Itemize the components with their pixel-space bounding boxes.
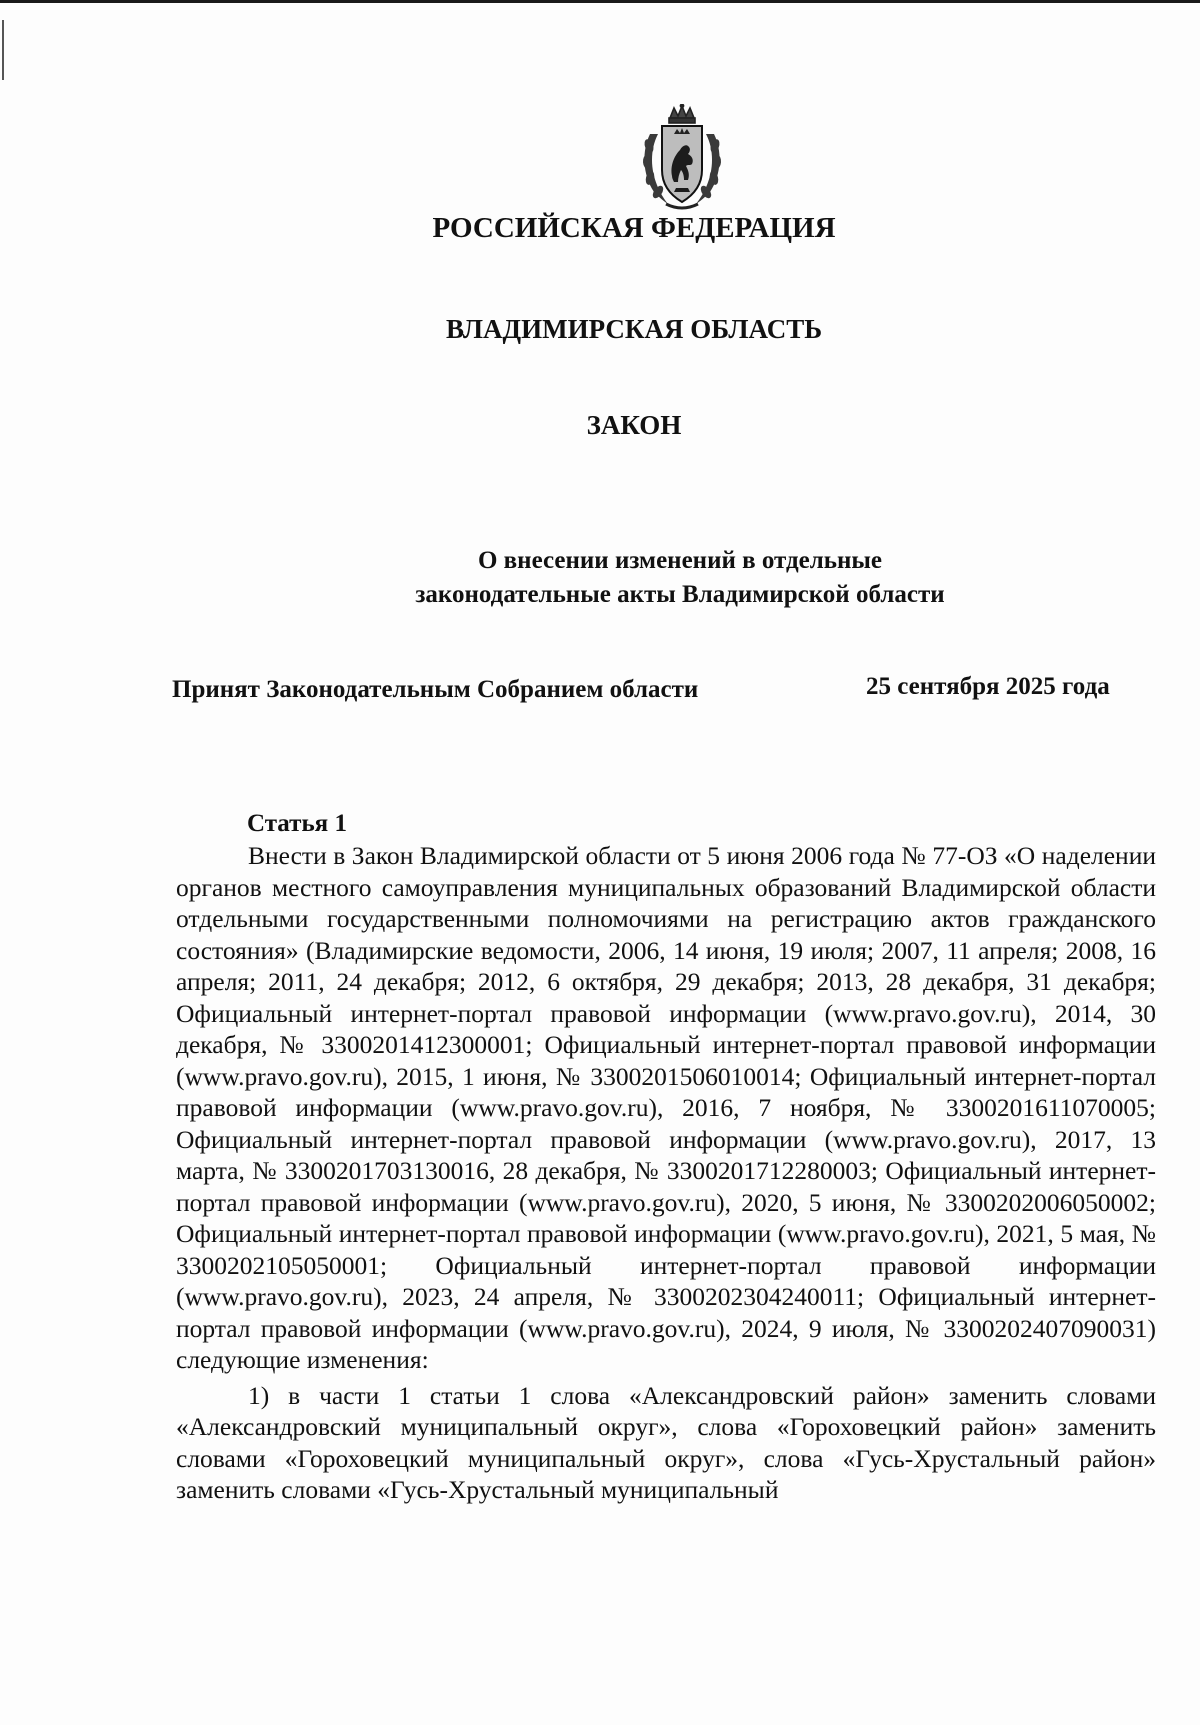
article-body [176, 840, 1156, 1510]
coat-of-arms-icon [636, 104, 728, 212]
country-heading: РОССИЙСКАЯ ФЕДЕРАЦИЯ [432, 212, 836, 244]
region-heading: ВЛАДИМИРСКАЯ ОБЛАСТЬ [445, 314, 823, 344]
adoption-date: 25 сентября 2025 года [866, 673, 1110, 700]
scan-edge-top [0, 0, 1200, 3]
article-title: Статья 1 [247, 810, 347, 837]
article-paragraph-1: Внести в Закон Владимирской области от 5 июня 2006 года № 77-ОЗ «О наделении органов местного самоуправления муниципальных образований Владимирской области отдельными государственными полномочиями на регистрацию актов гражданского состояния» (Владимирские ведомости, 2006, 14 июня, 19 июля; 2007, 11 апреля; 2008, 16 апреля; 2011, 24 декабря; 2012, 6 октября, 29 декабря; 2013, 28 декабря, 31 декабря; Официальный интернет-портал правовой информации (www.pravo.gov.ru), 2014, 30 декабря, № 3300201412300001; Официальный интернет-портал правовой информации (www.pravo.gov.ru), 2015, 1 июня, № 3300201506010014; Официальный интернет-портал правовой информации (www.pravo.gov.ru), 2016, 7 ноября, № 3300201611070005; Официальный интернет-портал правовой информации (www.pravo.gov.ru), 2017, 13 марта, № 3300201703130016, 28 декабря, № 3300201712280003; Официальный интернет-портал правовой информации (www.pravo.gov.ru), 2020, 5 июня, № 3300202006050002; Официальный интернет-портал правовой информации (www.pravo.gov.ru), 2021, 5 мая, № 3300202105050001; Официальный интернет-портал правовой информации (www.pravo.gov.ru), 2023, 24 апреля, № 3300202304240011; Официальный интернет-портал правовой информации (www.pravo.gov.ru), 2024, 9 июля, № 3300202407090031) следующие изменения: [176, 841, 1156, 1374]
adoption-label: Принят Законодательным Собранием области [172, 676, 699, 703]
scan-edge-left [2, 20, 4, 80]
law-subject [330, 544, 1030, 612]
article-paragraph-2: 1) в части 1 статьи 1 слова «Александровский район» заменить словами «Александровский муниципальный округ», слова «Гороховецкий район» заменить словами «Гороховецкий муниципальный округ», слова «Гусь-Хрустальный район» заменить словами «Гусь-Хрустальный муниципальный [176, 1380, 1156, 1504]
law-subject-line-2: законодательные акты Владимирской области [415, 581, 945, 608]
law-subject-line-1: О внесении изменений в отдельные [477, 547, 883, 574]
document-type-heading: ЗАКОН [586, 410, 682, 440]
